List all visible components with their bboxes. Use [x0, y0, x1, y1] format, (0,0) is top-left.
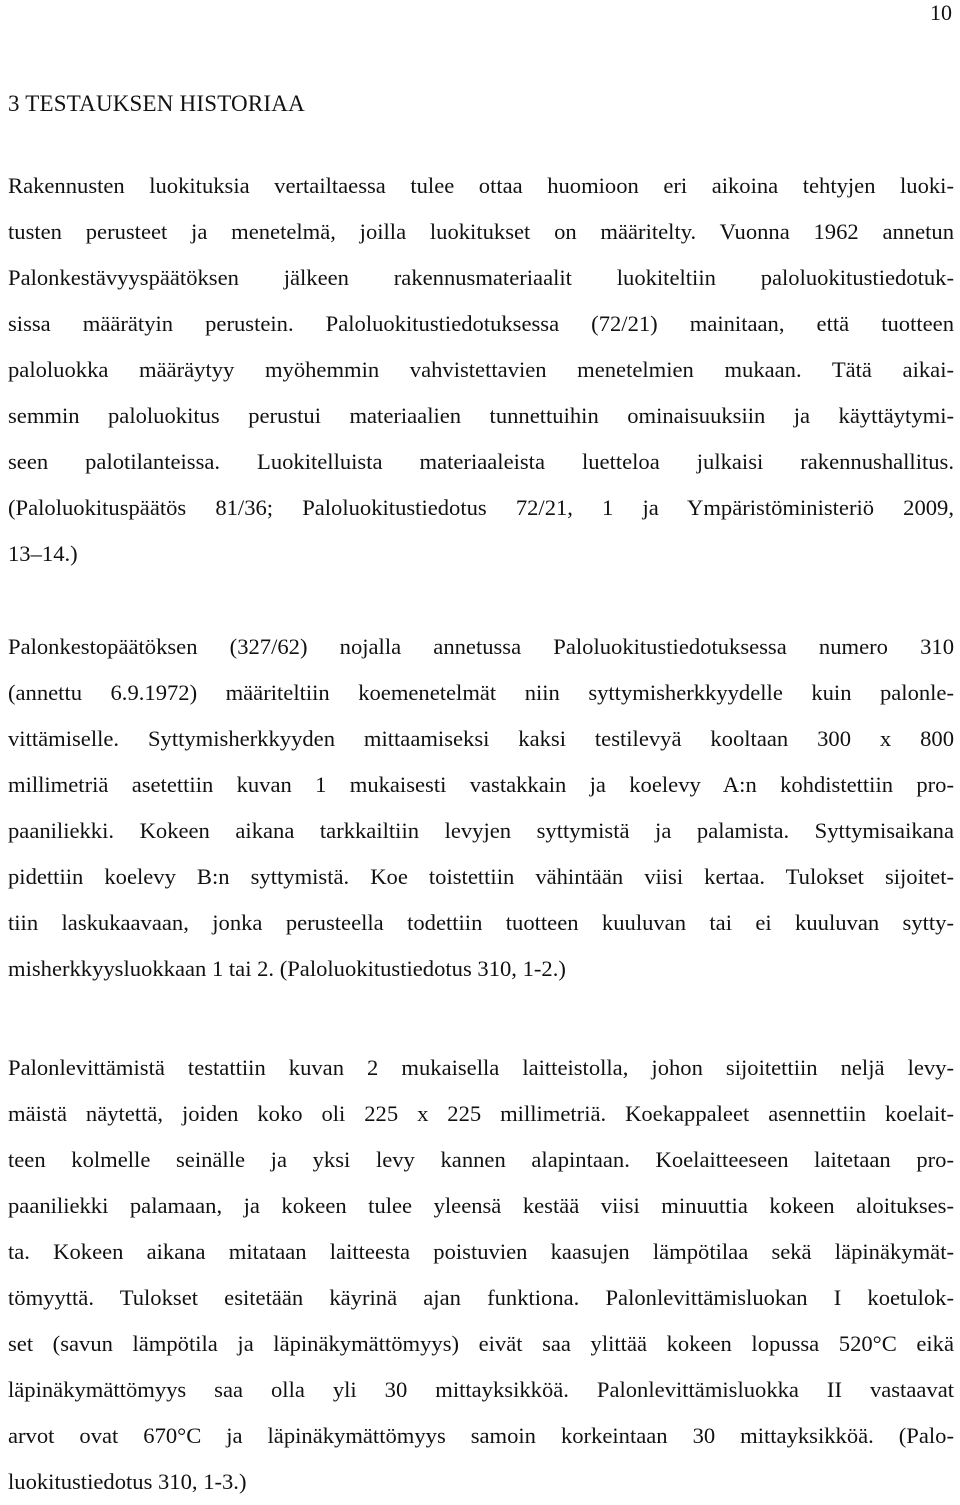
paragraph-line: mäistä näytettä, joiden koko oli 225 x 225 millimetriä. Koekappaleet asennettiin koelait-	[8, 1101, 954, 1126]
paragraph-line: paaniliekki. Kokeen aikana tarkkailtiin levyjen syttymistä ja palamista. Syttymisaikana	[8, 818, 954, 843]
paragraph-line: arvot ovat 670°C ja läpinäkymättömyys samoin korkeintaan 30 mittayksikköä. (Palo-	[8, 1423, 954, 1448]
paragraph-line: tiin laskukaavaan, jonka perusteella todettiin tuotteen kuuluvan tai ei kuuluvan sytty-	[8, 910, 954, 935]
paragraph-line: paloluokka määräytyy myöhemmin vahvistettavien menetelmien mukaan. Tätä aikai-	[8, 357, 954, 382]
paragraph-line: misherkkyysluokkaan 1 tai 2. (Paloluokitustiedotus 310, 1-2.)	[8, 956, 566, 981]
paragraph-line: Palonkestopäätöksen (327/62) nojalla annetussa Paloluokitustiedotuksessa numero 310	[8, 634, 954, 659]
paragraph-line: läpinäkymättömyys saa olla yli 30 mittayksikköä. Palonlevittämisluokka II vastaavat	[8, 1377, 954, 1402]
paragraph-line: teen kolmelle seinälle ja yksi levy kannen alapintaan. Koelaitteeseen laitetaan pro-	[8, 1147, 954, 1172]
paragraph-line: luokitustiedotus 310, 1-3.)	[8, 1469, 247, 1494]
section-heading: 3 TESTAUKSEN HISTORIAA	[8, 91, 305, 116]
paragraph-line: pidettiin koelevy B:n syttymistä. Koe toistettiin vähintään viisi kertaa. Tulokset sijoitet-	[8, 864, 954, 889]
page-number: 10	[930, 0, 952, 25]
paragraph-line: tusten perusteet ja menetelmä, joilla luokitukset on määritelty. Vuonna 1962 annetun	[8, 219, 954, 244]
paragraph-line: tömyyttä. Tulokset esitetään käyrinä ajan funktiona. Palonlevittämisluokan I koetulok-	[8, 1285, 954, 1310]
paragraph-2	[8, 624, 954, 992]
paragraph-line: set (savun lämpötila ja läpinäkymättömyys) eivät saa ylittää kokeen lopussa 520°C eikä	[8, 1331, 954, 1356]
paragraph-line: (Paloluokituspäätös 81/36; Paloluokitustiedotus 72/21, 1 ja Ympäristöministeriö 2009,	[8, 495, 954, 520]
paragraph-1	[8, 163, 954, 577]
paragraph-line: Palonlevittämistä testattiin kuvan 2 mukaisella laitteistolla, johon sijoitettiin neljä levy-	[8, 1055, 954, 1080]
paragraph-line: sissa määrätyin perustein. Paloluokitustiedotuksessa (72/21) mainitaan, että tuotteen	[8, 311, 954, 336]
paragraph-line: Rakennusten luokituksia vertailtaessa tulee ottaa huomioon eri aikoina tehtyjen luoki-	[8, 173, 954, 198]
paragraph-line: (annettu 6.9.1972) määriteltiin koemenetelmät niin syttymisherkkyydelle kuin palonle-	[8, 680, 954, 705]
paragraph-line: millimetriä asetettiin kuvan 1 mukaisesti vastakkain ja koelevy A:n kohdistettiin pro-	[8, 772, 954, 797]
paragraph-line: semmin paloluokitus perustui materiaalien tunnettuihin ominaisuuksiin ja käyttäytymi-	[8, 403, 954, 428]
paragraph-line: vittämiselle. Syttymisherkkyyden mittaamiseksi kaksi testilevyä kooltaan 300 x 800	[8, 726, 954, 751]
paragraph-line: paaniliekki palamaan, ja kokeen tulee yleensä kestää viisi minuuttia kokeen aloitukses-	[8, 1193, 954, 1218]
paragraph-line: Palonkestävyyspäätöksen jälkeen rakennusmateriaalit luokiteltiin paloluokitustiedotuk-	[8, 265, 954, 290]
paragraph-3	[8, 1045, 954, 1505]
paragraph-line: 13–14.)	[8, 541, 78, 566]
paragraph-line: ta. Kokeen aikana mitataan laitteesta poistuvien kaasujen lämpötilaa sekä läpinäkymät-	[8, 1239, 954, 1264]
paragraph-line: seen palotilanteissa. Luokitelluista materiaaleista luetteloa julkaisi rakennushallitus.	[8, 449, 954, 474]
